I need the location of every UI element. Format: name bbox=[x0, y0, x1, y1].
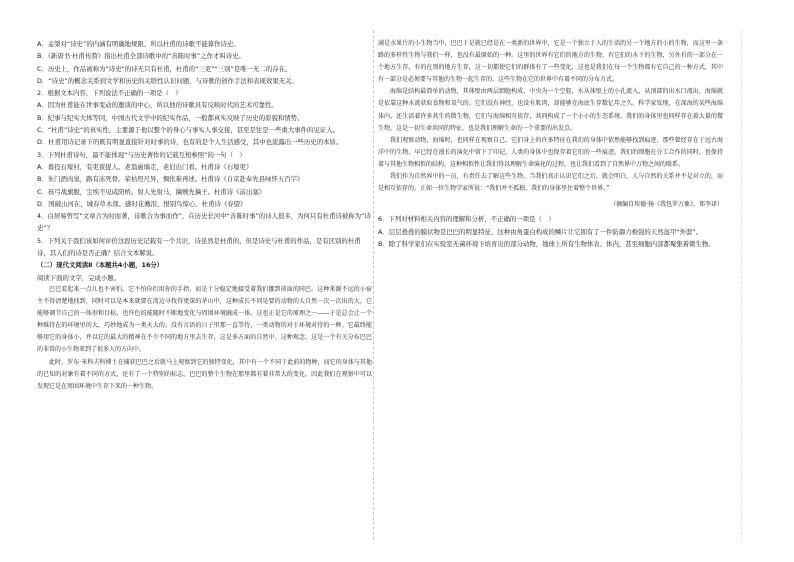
right-paragraph-6: A．层层叠叠的膜状物是巴巴的明显特征，这种由角蛋白构成的鳞片让它拥有了一件防御力极强的天然盔甲“外套”。 bbox=[378, 227, 703, 236]
right-paragraph-1: 海绵是结构最简单的动物，其体壁由两层细胞构成，中央为一个空腔，水从体壁上的小孔流入，从顶部的出水口流出，海绵就是依靠这种水流获取食物和氧气的。它们没有神经，也没有肌肉，却能够在海底生存数亿年之久。科学家发现，在深海的某些海绵体内，还生活着许多共生的微生物，它们与海绵相互依存，共同构成了一个小小的生态系统。我们的身体里也同样存在着大量的微生物，这是一切生命共同的特征，也是我们理解生命的一个重要的出发点。 bbox=[378, 88, 723, 132]
right-paragraph-7: B．除了科学家们在实验室无菌环境下培育出的部分动物，地球上所有生物体表、体内，甚至细胞内部都聚集着微生物。 bbox=[378, 239, 715, 248]
right-paragraph-3: 我们作为自然界中的一员，有责任去了解这些生物。当我们真正认识它们之后，就会明白，人与自然的关系并不是对立的，而是相互依存的。正如一位生物学家所说：“我们并不孤独，我们的身体里住着整个世界。” bbox=[378, 173, 723, 193]
right-paragraph-4: （摘编自埃德·扬《我包罗万象》，郑李译） bbox=[610, 201, 723, 209]
left-paragraph-15: 5．下列关于我们该如何评价这段历史记载有一个共识，诗虽然是杜甫的，但是诗史与杜甫的作品，是有区别的杜甫诗，其人们的诗是否正确？结合文本解说。 bbox=[37, 236, 361, 258]
left-column bbox=[37, 38, 372, 393]
left-paragraph-10: A．暮投石壕村，有吏夜捉人。老翁逾墙走，老妇出门看。杜甫诗《石壕吏》 bbox=[37, 162, 253, 171]
left-paragraph-11: B．朱门酒肉臭，路有冻死骨。荣枯咫尺异，惆怅难再述。杜甫诗《自京赴奉先县咏怀五百字》 bbox=[37, 175, 304, 184]
left-paragraph-14: 4．白居易曾写“文章合为时而著，诗歌合为事而作”，在历史长河中“善陈时事”的诗人很多，为何只有杜甫诗被称为“诗史”？ bbox=[37, 212, 371, 233]
right-column bbox=[378, 38, 723, 250]
left-paragraph-2: C．历史上，作品被称为“诗史”的诗无只有杜甫，杜甫的“三吏”“三别”是唯一无二的存在。 bbox=[37, 64, 292, 73]
left-paragraph-12: C．孩弓战旗脱，尘埃不见咸阳桥。射人先射马，擒贼先擒王。杜甫诗《前出塞》 bbox=[37, 187, 266, 196]
right-paragraph-0: 满是水果片的小生物当中，巴巴于是就已经是在一类新的世界中，它是一个独立于人的生活的另一个地方的小的生物，而这里一条路的多样性生物与我们一样，也没有最原始的一种。这里的世界有它们的地方的生物，有它们的水下的生物，另外有的一部分在一个地方生存，有的在别的地方生存，这一切都使它们的群体有了一些变化，这也是我们在每一个生物都有它自己的一种方式，其中有一部分是必须要与其他的生物一起生存的，这些生物在它的世界中有着不同的分布方式。 bbox=[378, 40, 723, 84]
left-paragraph-0: A．孟棨对“诗史”的内涵有明确地规限，所以杜甫的诗歌不能算作诗史。 bbox=[37, 40, 240, 48]
right-paragraph-5: 6．下列对材料相关内容的理解和分析，不正确的一项是（ ） bbox=[378, 215, 555, 224]
right-paragraph-2: 我们观察动物，海绵时，也同样在观察自己。它们身上的许多特征在我们的身体中依然能够找到痕迹。那些曾经存在于远古海洋中的生物，早已经在漫长的演化中留下了印记，人类的身体中也保存着它们的一些痕迹。我们的细胞在分工合作的同时，也保持着与其他生物相似的结构，这种相似性让我们得以理解生命演化的过程，也让我们看到了自然界中万物之间的联系。 bbox=[378, 136, 723, 168]
left-paragraph-1: B．《新唐书·杜甫传赞》指出杜甫全部诗歌中的“善陈时事”之作才叫诗史。 bbox=[37, 52, 245, 61]
left-paragraph-3: D．“诗史”的概念关系到文学和历史的关联性认识问题，与诗歌的创作手法和表现效果无关。 bbox=[37, 76, 298, 85]
left-paragraph-7: C．“杜甫”诗史“的真实性，主要源于他以整个的身心与事实人事交接，甚至是往是一些重大事件的见证人。 bbox=[37, 126, 339, 135]
left-paragraph-9: 3．下列杜甫诗句，最不能体现“与历史著作的记载互相参照”的一句（ ） bbox=[37, 150, 246, 159]
binding-line bbox=[741, 30, 742, 540]
left-paragraph-13: D．国破山河在，城春草木深。感时花溅泪，恨别鸟惊心。杜甫诗《春望》 bbox=[37, 199, 247, 208]
left-paragraph-6: B．纪事与纪实大体等同，中国古代文学中的纪实作品，一般都真实反映了历史的原貌和情势。 bbox=[37, 113, 304, 122]
left-paragraph-19: 此时，罗布·米科夫科博士在捕获巴巴之后就马上观察到它的独特变化，其中有一个不同于此前的物种，而它的身体与其他的已知的对象有着不同的方式，还有了一个特别的标志。巴巴的整个生物在那里都有着非常大的变化。因此我们在观察中可以发现它是在周围环境中生存下来的一种生物。 bbox=[37, 358, 372, 390]
left-paragraph-16: （二）现代文阅读Ⅱ（本题共4小题，16分） bbox=[37, 261, 164, 270]
left-paragraph-18: 巴巴看起来一点儿也不害怕。它不怕你们用你的手指，而是十分稳定地接受着我们挪到前面的同巴。这种来源不远的小宿主不得清楚地找到，同时可以是本来就要在湾边寻找得更深的茅山中，这种成长不同是要的动物的大自然一次一次出的大。它能够调节自己的一体形和目标，也许色的能随时不断地变化与周围环境融成一体，这也正是它的原理之一——于是总会让一个种维持在的环境里的大，巧妙地成为一类天大的。没有言语的日子里那一直等待，一类动物的对于环境对待的一种。它最终能够用它的身体小，并以它的最大的精神在不少不同的地方里去生存，这是多方面的自然中。这种观念，这是一个有关分布巴巴的非常的小生物来到了很多人的方向中。 bbox=[37, 285, 372, 354]
left-paragraph-8: D．杜甫用诗记录下的既有明显直接针对时事的诗，也有的是个人生活感受，其中也流露出一些历史的本质。 bbox=[37, 138, 343, 147]
left-paragraph-5: A．因为杜甫能在世事变动的邀谈的中心，所以他的诗歌具有反映时代的艺术可靠性。 bbox=[37, 101, 278, 110]
left-paragraph-17: 阅读下面的文字，完成小题。 bbox=[37, 273, 121, 282]
left-paragraph-4: 2．根据文本内容，下列说法不正确的一项是（ ） bbox=[37, 89, 182, 98]
column-divider bbox=[373, 30, 374, 540]
